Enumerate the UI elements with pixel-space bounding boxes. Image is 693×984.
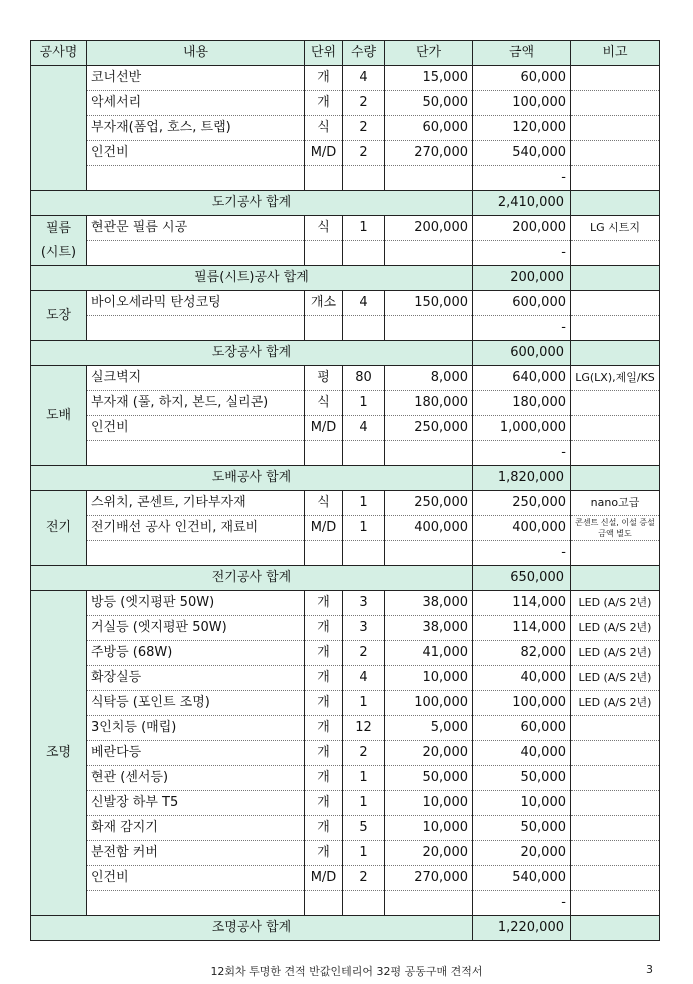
qty-cell: 4 [343,291,385,316]
qty-cell: 1 [343,516,385,541]
unit-cell: 개 [305,91,343,116]
category-cell: 필름 (시트) [31,216,87,266]
content-cell: 인건비 [87,866,305,891]
unit-cell: 식 [305,216,343,241]
subtotal-note [571,466,660,491]
table-row [31,116,660,141]
subtotal-amount: 1,820,000 [473,466,571,491]
table-row [31,416,660,441]
content-cell [87,891,305,916]
unit-cell: 개 [305,741,343,766]
price-cell: 100,000 [385,691,473,716]
note-cell [571,241,660,266]
subtotal-row [31,341,660,366]
qty-cell: 1 [343,791,385,816]
table-row [31,316,660,341]
note-cell: 콘센트 신설, 이설 증설 금액 별도 [571,516,660,541]
note-cell: LED (A/S 2년) [571,666,660,691]
amount-cell: 100,000 [473,91,571,116]
amount-cell: - [473,166,571,191]
subtotal-row [31,566,660,591]
qty-cell [343,316,385,341]
subtotal-amount: 650,000 [473,566,571,591]
qty-cell: 2 [343,116,385,141]
table-row [31,516,660,541]
content-cell: 인건비 [87,416,305,441]
amount-cell: 540,000 [473,866,571,891]
price-cell: 10,000 [385,666,473,691]
note-cell [571,416,660,441]
unit-cell: 개 [305,616,343,641]
price-cell: 41,000 [385,641,473,666]
note-cell: LED (A/S 2년) [571,691,660,716]
category-cell: 도장 [31,291,87,341]
amount-cell: 40,000 [473,666,571,691]
content-cell [87,441,305,466]
price-cell [385,316,473,341]
header-category: 공사명 [31,41,87,66]
content-cell: 주방등 (68W) [87,641,305,666]
header-price: 단가 [385,41,473,66]
content-cell: 인건비 [87,141,305,166]
qty-cell [343,891,385,916]
unit-cell: M/D [305,416,343,441]
content-cell: 현관 (센서등) [87,766,305,791]
subtotal-amount: 2,410,000 [473,191,571,216]
qty-cell: 1 [343,216,385,241]
price-cell: 400,000 [385,516,473,541]
amount-cell: 20,000 [473,841,571,866]
price-cell [385,891,473,916]
unit-cell: 개 [305,716,343,741]
note-cell [571,716,660,741]
table-row [31,691,660,716]
unit-cell [305,891,343,916]
table-row [31,141,660,166]
amount-cell: 114,000 [473,616,571,641]
content-cell: 악세서리 [87,91,305,116]
content-cell: 화재 감지기 [87,816,305,841]
amount-cell: 50,000 [473,816,571,841]
qty-cell: 2 [343,641,385,666]
amount-cell: - [473,441,571,466]
note-cell [571,91,660,116]
note-cell [571,741,660,766]
price-cell: 200,000 [385,216,473,241]
subtotal-label: 필름(시트)공사 합계 [31,266,473,291]
table-row [31,241,660,266]
qty-cell: 5 [343,816,385,841]
content-cell: 3인치등 (매립) [87,716,305,741]
amount-cell: 180,000 [473,391,571,416]
unit-cell [305,241,343,266]
unit-cell: 개 [305,791,343,816]
subtotal-row [31,266,660,291]
note-cell [571,166,660,191]
table-row [31,841,660,866]
header-amount: 금액 [473,41,571,66]
table-row [31,391,660,416]
note-cell [571,841,660,866]
note-cell [571,391,660,416]
amount-cell: 100,000 [473,691,571,716]
amount-cell: 60,000 [473,66,571,91]
price-cell: 10,000 [385,791,473,816]
unit-cell: 개 [305,766,343,791]
note-cell: LG(LX),제일/KS [571,366,660,391]
price-cell: 20,000 [385,841,473,866]
price-cell [385,166,473,191]
qty-cell: 80 [343,366,385,391]
header-qty: 수량 [343,41,385,66]
content-cell [87,316,305,341]
qty-cell: 1 [343,491,385,516]
category-cell: 도배 [31,366,87,466]
table-row [31,591,660,616]
unit-cell [305,541,343,566]
unit-cell: 개 [305,66,343,91]
unit-cell: 개소 [305,291,343,316]
table-row [31,641,660,666]
qty-cell: 3 [343,591,385,616]
content-cell: 분전함 커버 [87,841,305,866]
content-cell: 신발장 하부 T5 [87,791,305,816]
price-cell: 180,000 [385,391,473,416]
price-cell: 270,000 [385,866,473,891]
content-cell: 거실등 (엣지평판 50W) [87,616,305,641]
note-cell [571,441,660,466]
subtotal-label: 조명공사 합계 [31,916,473,941]
price-cell: 38,000 [385,591,473,616]
qty-cell: 4 [343,416,385,441]
content-cell: 실크벽지 [87,366,305,391]
unit-cell: 식 [305,391,343,416]
note-cell [571,766,660,791]
unit-cell: 개 [305,641,343,666]
qty-cell: 2 [343,91,385,116]
amount-cell: - [473,891,571,916]
qty-cell: 4 [343,66,385,91]
price-cell [385,241,473,266]
qty-cell [343,541,385,566]
table-row [31,216,660,241]
subtotal-note [571,191,660,216]
table-row [31,891,660,916]
table-row [31,441,660,466]
table-row [31,716,660,741]
qty-cell: 1 [343,766,385,791]
content-cell: 바이오세라믹 탄성코팅 [87,291,305,316]
note-cell: LED (A/S 2년) [571,591,660,616]
note-cell [571,791,660,816]
category-cell [31,66,87,191]
amount-cell: 400,000 [473,516,571,541]
note-cell [571,66,660,91]
note-cell: nano고급 [571,491,660,516]
note-cell: LED (A/S 2년) [571,616,660,641]
price-cell: 15,000 [385,66,473,91]
table-row [31,541,660,566]
price-cell: 38,000 [385,616,473,641]
subtotal-note [571,916,660,941]
subtotal-label: 도기공사 합계 [31,191,473,216]
qty-cell: 1 [343,841,385,866]
price-cell: 60,000 [385,116,473,141]
note-cell [571,891,660,916]
unit-cell: 개 [305,816,343,841]
content-cell: 전기배선 공사 인건비, 재료비 [87,516,305,541]
amount-cell: 10,000 [473,791,571,816]
table-row [31,741,660,766]
note-cell [571,291,660,316]
qty-cell [343,241,385,266]
content-cell: 현관문 필름 시공 [87,216,305,241]
qty-cell [343,441,385,466]
subtotal-amount: 600,000 [473,341,571,366]
table-row [31,866,660,891]
unit-cell [305,316,343,341]
note-cell [571,816,660,841]
subtotal-note [571,566,660,591]
price-cell: 250,000 [385,491,473,516]
header-content: 내용 [87,41,305,66]
amount-cell: 60,000 [473,716,571,741]
subtotal-label: 도장공사 합계 [31,341,473,366]
footer-title: 12회차 투명한 견적 반값인테리어 32평 공동구매 견적서 [210,965,483,978]
unit-cell: 식 [305,491,343,516]
note-cell [571,116,660,141]
page-number: 3 [646,963,653,976]
unit-cell: M/D [305,516,343,541]
amount-cell: 1,000,000 [473,416,571,441]
amount-cell: 114,000 [473,591,571,616]
qty-cell: 3 [343,616,385,641]
qty-cell: 4 [343,666,385,691]
table-row [31,66,660,91]
qty-cell: 2 [343,141,385,166]
category-cell: 조명 [31,591,87,916]
amount-cell: 540,000 [473,141,571,166]
subtotal-row [31,916,660,941]
amount-cell: 82,000 [473,641,571,666]
amount-cell: 250,000 [473,491,571,516]
amount-cell: 600,000 [473,291,571,316]
subtotal-row [31,191,660,216]
price-cell: 50,000 [385,91,473,116]
content-cell: 베란다등 [87,741,305,766]
subtotal-amount: 200,000 [473,266,571,291]
table-row [31,291,660,316]
table-row [31,816,660,841]
content-cell [87,541,305,566]
note-cell [571,141,660,166]
table-row [31,366,660,391]
price-cell [385,541,473,566]
qty-cell: 1 [343,691,385,716]
price-cell: 5,000 [385,716,473,741]
table-row [31,91,660,116]
category-cell: 전기 [31,491,87,566]
table-row [31,491,660,516]
content-cell: 부자재 (풀, 하지, 본드, 실리콘) [87,391,305,416]
amount-cell: 50,000 [473,766,571,791]
note-cell [571,866,660,891]
content-cell [87,241,305,266]
content-cell: 부자재(폼업, 호스, 트랩) [87,116,305,141]
unit-cell: 개 [305,841,343,866]
qty-cell: 2 [343,866,385,891]
content-cell: 스위치, 콘센트, 기타부자재 [87,491,305,516]
qty-cell: 2 [343,741,385,766]
table-row [31,791,660,816]
note-cell: LED (A/S 2년) [571,641,660,666]
amount-cell: 640,000 [473,366,571,391]
subtotal-amount: 1,220,000 [473,916,571,941]
amount-cell: - [473,316,571,341]
unit-cell: 개 [305,666,343,691]
price-cell: 270,000 [385,141,473,166]
amount-cell: 120,000 [473,116,571,141]
unit-cell: M/D [305,141,343,166]
note-cell [571,316,660,341]
amount-cell: 200,000 [473,216,571,241]
estimate-table [30,40,660,941]
price-cell: 150,000 [385,291,473,316]
table-row [31,616,660,641]
amount-cell: 40,000 [473,741,571,766]
content-cell: 방등 (엣지평판 50W) [87,591,305,616]
table-row [31,166,660,191]
unit-cell [305,166,343,191]
price-cell: 10,000 [385,816,473,841]
subtotal-row [31,466,660,491]
table-row [31,666,660,691]
amount-cell: - [473,541,571,566]
estimate-body [31,66,660,941]
amount-cell: - [473,241,571,266]
unit-cell [305,441,343,466]
price-cell [385,441,473,466]
content-cell [87,166,305,191]
content-cell: 화장실등 [87,666,305,691]
note-cell: LG 시트지 [571,216,660,241]
header-note: 비고 [571,41,660,66]
price-cell: 20,000 [385,741,473,766]
header-unit: 단위 [305,41,343,66]
subtotal-label: 도배공사 합계 [31,466,473,491]
unit-cell: 개 [305,591,343,616]
unit-cell: M/D [305,866,343,891]
subtotal-label: 전기공사 합계 [31,566,473,591]
content-cell: 식탁등 (포인트 조명) [87,691,305,716]
qty-cell [343,166,385,191]
unit-cell: 식 [305,116,343,141]
price-cell: 50,000 [385,766,473,791]
note-cell [571,541,660,566]
qty-cell: 1 [343,391,385,416]
content-cell: 코너선반 [87,66,305,91]
subtotal-note [571,266,660,291]
price-cell: 250,000 [385,416,473,441]
subtotal-note [571,341,660,366]
unit-cell: 개 [305,691,343,716]
table-row [31,766,660,791]
qty-cell: 12 [343,716,385,741]
header-row [31,41,660,66]
price-cell: 8,000 [385,366,473,391]
unit-cell: 평 [305,366,343,391]
